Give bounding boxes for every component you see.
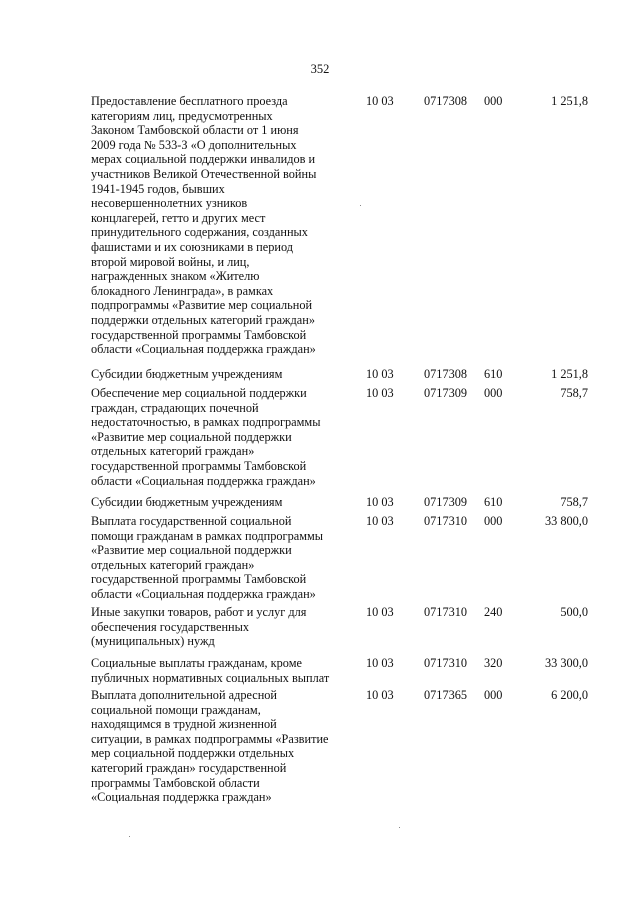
row-section-code: 10 03 [366, 688, 394, 702]
row-amount: 758,7 [560, 495, 588, 509]
row-expense-type: 320 [484, 656, 503, 670]
row-amount: 6 200,0 [551, 688, 588, 702]
row-section-code: 10 03 [366, 514, 394, 528]
row-expense-type: 000 [484, 688, 503, 702]
row-target-article: 0717309 [424, 386, 468, 400]
row-expense-type: 000 [484, 514, 503, 528]
scan-speck [399, 827, 400, 828]
row-expense-type: 240 [484, 605, 503, 619]
row-description: Предоставление бесплатного проезда категориям лиц, предусмотренных Законом Тамбовской области от 1 июня 2009 года № 533-З «О дополнительных мерах социальной поддержки инвалидов и участников Великой Отечественной войны 1941-1945 годов, бывших несовершеннолетних узников концлагерей, гетто и других мест принудительного содержания, созданных фашистами и их союзниками в период второй мировой войны, и лиц, награжденных знаком «Жителю блокадного Ленинграда», в рамках подпрограммы «Развитие мер социальной поддержки отдельных категорий граждан» государственной программы Тамбовской области «Социальная поддержка граждан» [91, 94, 317, 357]
row-amount: 1 251,8 [551, 94, 588, 108]
row-section-code: 10 03 [366, 605, 394, 619]
row-section-code: 10 03 [366, 656, 394, 670]
row-section-code: 10 03 [366, 495, 394, 509]
row-section-code: 10 03 [366, 386, 394, 400]
row-target-article: 0717310 [424, 605, 468, 619]
row-section-code: 10 03 [366, 94, 394, 108]
row-description: Субсидии бюджетным учреждениям [91, 495, 283, 509]
row-description: Субсидии бюджетным учреждениям [91, 367, 283, 381]
row-expense-type: 610 [484, 495, 503, 509]
row-description: Выплата государственной социальной помощи гражданам в рамках подпрограммы «Развитие мер социальной поддержки отдельных категорий граждан» государственной программы Тамбовской области «Социальная поддержка граждан» [91, 514, 324, 601]
row-amount: 500,0 [560, 605, 588, 619]
row-description: Социальные выплаты гражданам, кроме публичных нормативных социальных выплат [91, 656, 330, 685]
row-description: Иные закупки товаров, работ и услуг для обеспечения государственных (муниципальных) нужд [91, 605, 307, 649]
row-target-article: 0717310 [424, 514, 468, 528]
page-number: 352 [310, 62, 330, 76]
scan-speck [360, 205, 361, 206]
row-target-article: 0717310 [424, 656, 468, 670]
row-amount: 1 251,8 [551, 367, 588, 381]
row-amount: 758,7 [560, 386, 588, 400]
row-amount: 33 300,0 [544, 656, 588, 670]
row-expense-type: 000 [484, 386, 503, 400]
row-target-article: 0717309 [424, 495, 468, 509]
row-expense-type: 000 [484, 94, 503, 108]
scan-speck [129, 836, 130, 837]
row-target-article: 0717308 [424, 94, 468, 108]
row-section-code: 10 03 [366, 367, 394, 381]
row-target-article: 0717308 [424, 367, 468, 381]
row-amount: 33 800,0 [544, 514, 588, 528]
row-description: Обеспечение мер социальной поддержки граждан, страдающих почечной недостаточностью, в рамках подпрограммы «Развитие мер социальной поддержки отдельных категорий граждан» государственной программы Тамбовской области «Социальная поддержка граждан» [91, 386, 321, 488]
row-description: Выплата дополнительной адресной социальной помощи гражданам, находящимся в трудной жизненной ситуации, в рамках подпрограммы «Развитие мер социальной поддержки отдельных категорий граждан» государственной программы Тамбовской области «Социальная поддержка граждан» [91, 688, 329, 805]
row-expense-type: 610 [484, 367, 503, 381]
row-target-article: 0717365 [424, 688, 468, 702]
